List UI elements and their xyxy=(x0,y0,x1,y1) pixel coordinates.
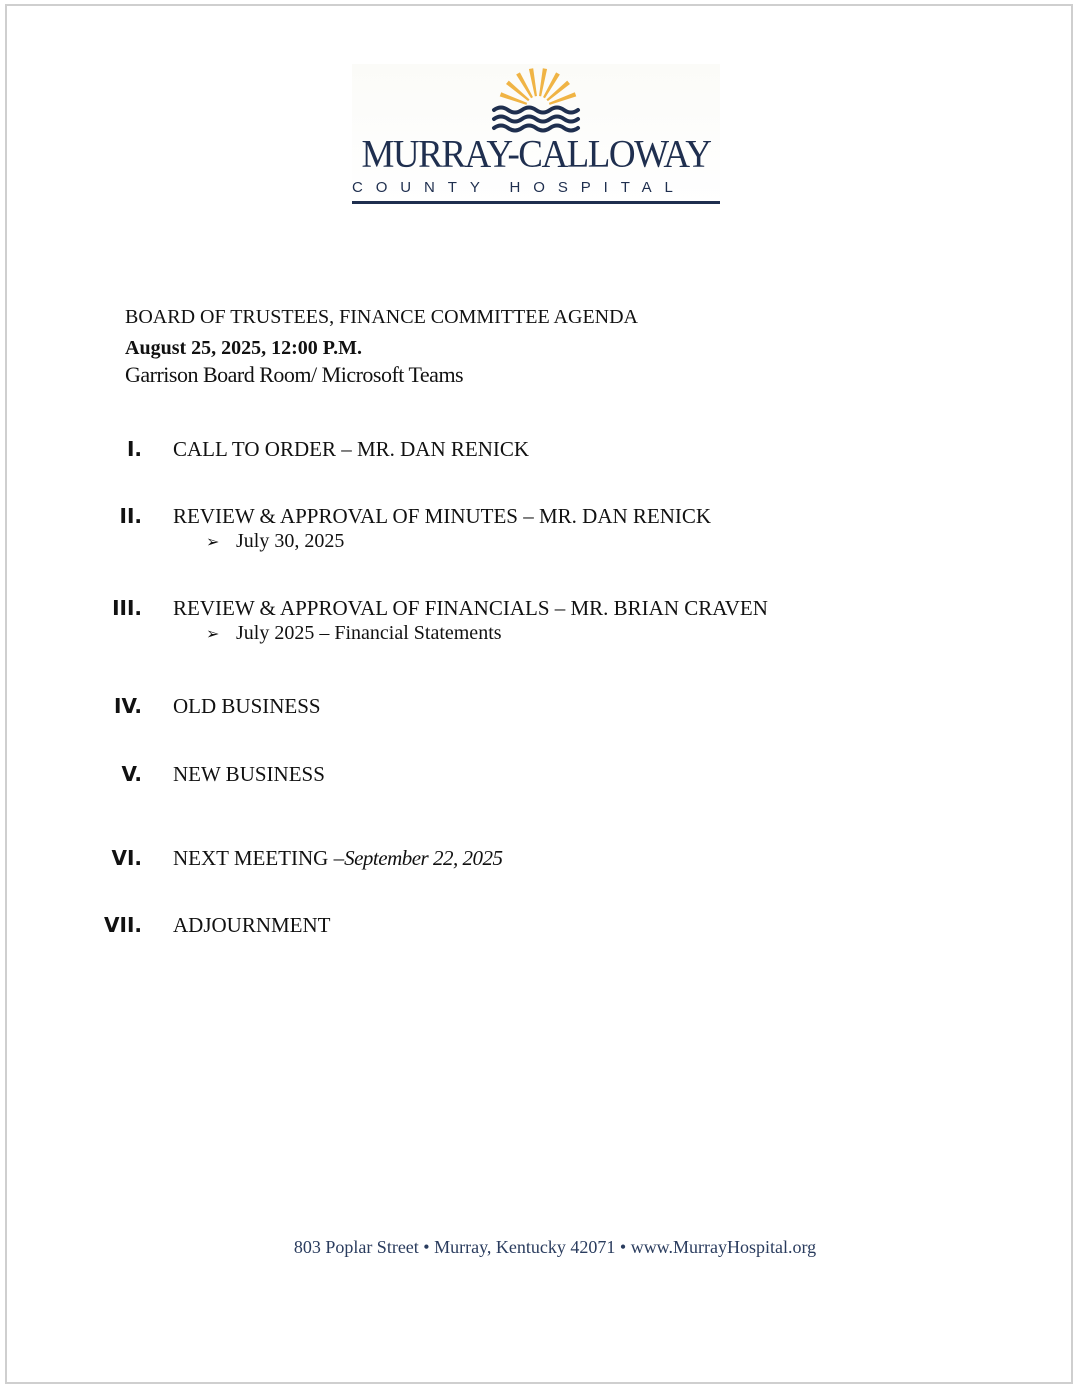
logo-name: MURRAY-CALLOWAY xyxy=(361,132,711,177)
item-title xyxy=(173,845,502,871)
item-numeral: VII. xyxy=(104,913,142,937)
item-title: REVIEW & APPROVAL OF FINANCIALS – MR. BRIAN CRAVEN xyxy=(173,596,768,620)
subpoint-text: July 30, 2025 xyxy=(236,530,345,552)
item-title: CALL TO ORDER – MR. DAN RENICK xyxy=(173,437,530,461)
wave-line xyxy=(494,117,578,122)
sun-ray xyxy=(516,72,533,98)
item-numeral: V. xyxy=(121,762,142,786)
agenda-title: BOARD OF TRUSTEES, FINANCE COMMITTEE AGENDA xyxy=(125,306,638,328)
page-border xyxy=(5,4,1073,1384)
hospital-logo xyxy=(352,64,720,206)
item-title: REVIEW & APPROVAL OF MINUTES – MR. DAN RENICK xyxy=(173,504,712,528)
wave-line xyxy=(494,126,578,131)
agenda-location: Garrison Board Room/ Microsoft Teams xyxy=(125,362,464,387)
sun-ray xyxy=(543,72,560,98)
agenda-date: August 25, 2025, 12:00 P.M. xyxy=(125,337,363,359)
footer-address: 803 Poplar Street • Murray, Kentucky 42071 • www.MurrayHospital.org xyxy=(293,1237,817,1257)
agenda-header xyxy=(125,304,638,388)
subpoint-text: July 2025 – Financial Statements xyxy=(236,622,502,644)
sunrise-wave-icon xyxy=(352,64,720,136)
next-meeting-date: September 22, 2025 xyxy=(344,846,503,870)
arrow-bullet-icon: ➢ xyxy=(206,624,220,643)
item-title: OLD BUSINESS xyxy=(173,694,321,718)
item-numeral: I. xyxy=(126,437,142,461)
item-title: ADJOURNMENT xyxy=(173,913,331,937)
logo-subtitle: COUNTY HOSPITAL xyxy=(352,179,686,196)
item-numeral: III. xyxy=(112,596,142,620)
item-title-text: NEXT MEETING – xyxy=(173,846,345,870)
item-title: NEW BUSINESS xyxy=(173,762,325,786)
arrow-bullet-icon: ➢ xyxy=(206,532,220,551)
item-subpoint xyxy=(206,528,344,555)
item-numeral: II. xyxy=(119,504,142,528)
item-numeral: IV. xyxy=(114,694,142,718)
item-numeral: VI. xyxy=(111,846,142,870)
item-subpoint xyxy=(206,620,502,647)
logo-rule xyxy=(352,201,720,204)
wave-line xyxy=(494,108,578,113)
